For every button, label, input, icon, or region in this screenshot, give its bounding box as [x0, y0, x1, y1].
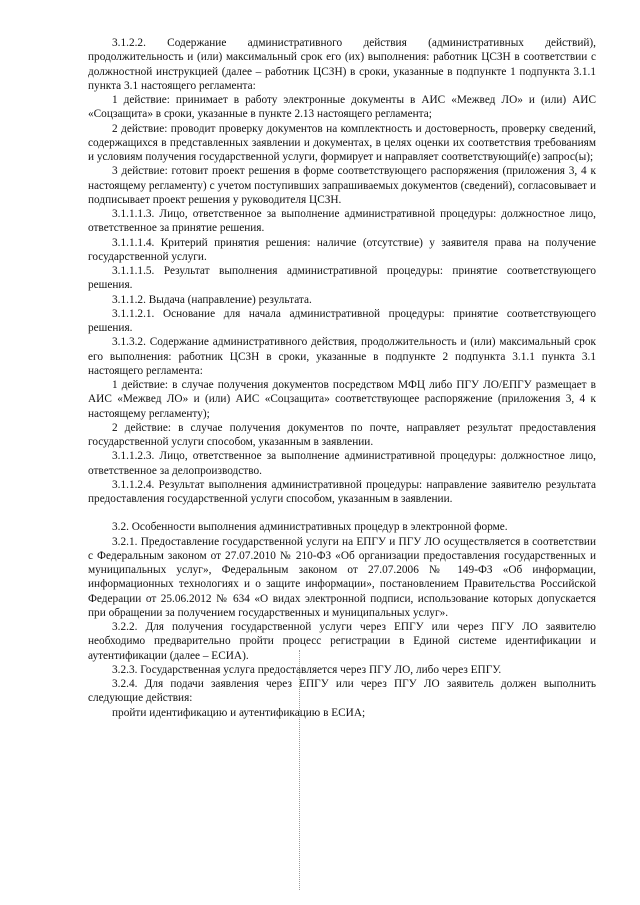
paragraph-action-1: 1 действие: принимает в работу электронные документы в АИС «Межвед ЛО» и (или) АИС «Соцзащита» в сроки, указанные в пункте 2.13 настоящего регламента; [88, 94, 596, 121]
document-page [88, 36, 596, 720]
paragraph-3-1-2-2: 3.1.2.2. Содержание административного действия (административных действий), продолжительность и (или) максимальный срок его (их) выполнения: работник ЦСЗН в соответствии с должностной инструкцией (далее – работник ЦСЗН) в сроки, указанные в подпункте 1 подпункта 3.1.1 пункта 3.1 настоящего регламента: [88, 37, 596, 92]
paragraph-3-2-3: 3.2.3. Государственная услуга предоставляется через ПГУ ЛО, либо через ЕПГУ. [112, 663, 502, 676]
paragraph-3-1-1-2-3: 3.1.1.2.3. Лицо, ответственное за выполнение административной процедуры: должностное лицо, ответственное за делопроизводство. [88, 450, 596, 477]
paragraph-3-1-1-2-4: 3.1.1.2.4. Результат выполнения административной процедуры: направление заявителю результата предоставления государственной услуги способом, указанным в заявлении. [88, 478, 596, 505]
paragraph-delivery-action-2: 2 действие: в случае получения документов по почте, направляет результат предоставления государственной услуги способом, указанным в заявлении. [88, 421, 596, 448]
paragraph-3-2-4: 3.2.4. Для подачи заявления через ЕПГУ или через ПГУ ЛО заявитель должен выполнить следующие действия: [88, 678, 596, 705]
scan-artifact-line [299, 650, 300, 890]
paragraph-3-1-1-1-5: 3.1.1.1.5. Результат выполнения административной процедуры: принятие соответствующего решения. [88, 265, 596, 292]
paragraph-esia-step: пройти идентификацию и аутентификацию в ЕСИА; [112, 706, 366, 719]
paragraph-delivery-action-1: 1 действие: в случае получения документов посредством МФЦ либо ПГУ ЛО/ЕПГУ размещает в АИС «Межвед ЛО» и (или) АИС «Соцзащита» соответствующее распоряжение (приложения 3, 4 к настоящему регламенту); [88, 379, 596, 420]
paragraph-3-1-1-1-4: 3.1.1.1.4. Критерий принятия решения: наличие (отсутствие) у заявителя права на получение государственной услуги. [88, 236, 596, 263]
paragraph-3-1-1-2: 3.1.1.2. Выдача (направление) результата. [112, 293, 312, 306]
paragraph-3-1-1-2-1: 3.1.1.2.1. Основание для начала административной процедуры: принятие соответствующего решения. [88, 307, 596, 334]
paragraph-3-1-3-2: 3.1.3.2. Содержание административного действия, продолжительность и (или) максимальный срок его выполнения: работник ЦСЗН в сроки, указанные в подпункте 2 подпункта 3.1.1 пункта 3.1 настоящего регламента: [88, 336, 596, 377]
paragraph-3-2-2: 3.2.2. Для получения государственной услуги через ЕПГУ или через ПГУ ЛО заявителю необходимо предварительно пройти процесс регистрации в Единой системе идентификации и аутентификации (далее – ЕСИА). [88, 621, 596, 662]
paragraph-3-1-1-1-3: 3.1.1.1.3. Лицо, ответственное за выполнение административной процедуры: должностное лицо, ответственное за принятие решения. [88, 208, 596, 235]
section-heading-3-2: 3.2. Особенности выполнения административных процедур в электронной форме. [112, 521, 508, 534]
paragraph-action-2: 2 действие: проводит проверку документов на комплектность и достоверность, проверку сведений, содержащихся в представленных заявлении и документах, в целях оценки их соответствия требованиям и условиям получения государственной услуги, формирует и направляет соответствующий(е) запрос(ы); [88, 122, 596, 163]
paragraph-3-2-1: 3.2.1. Предоставление государственной услуги на ЕПГУ и ПГУ ЛО осуществляется в соответствии с Федеральным законом от 27.07.2010 № 210-ФЗ «Об организации предоставления государственных и муниципальных услуг», Федеральным законом от 27.07.2006 № 149-ФЗ «Об информации, информационных технологиях и о защите информации», постановлением Правительства Российской Федерации от 25.06.2012 № 634 «О видах электронной подписи, использование которых допускается при обращении за получением государственных и муниципальных услуг». [88, 535, 596, 619]
paragraph-action-3: 3 действие: готовит проект решения в форме соответствующего распоряжения (приложения 3, 4 к настоящему регламенту) с учетом поступивших запрашиваемых документов (сведений), согласовывает и подписывает проект решения у руководителя ЦСЗН. [88, 165, 596, 206]
